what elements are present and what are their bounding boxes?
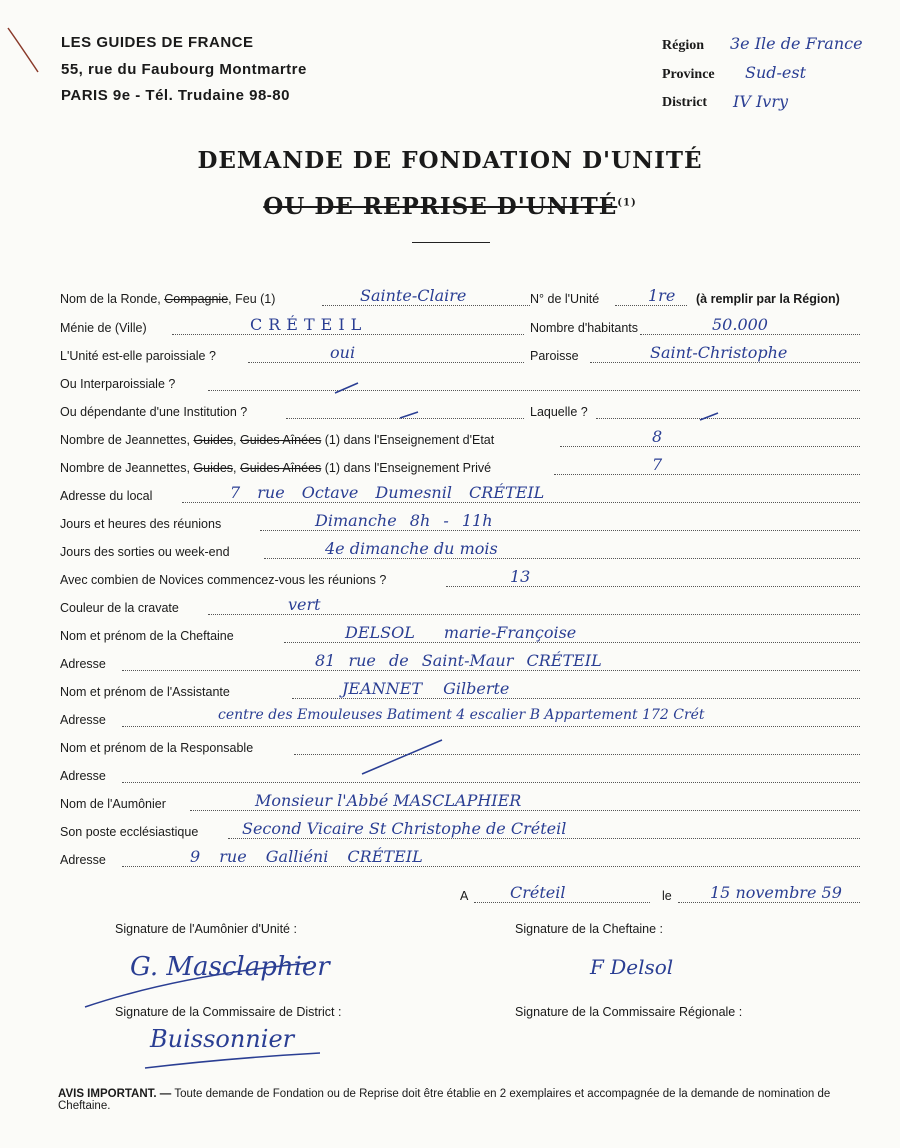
title-line1: DEMANDE DE FONDATION D'UNITÉ [197,147,703,174]
no-unite-note: (à remplir par la Région) [696,292,840,306]
district-label: District [662,95,708,110]
local-value: 7 rue Octave Dumesnil CRÉTEIL [230,483,545,502]
sorties-value: 4e dimanche du mois [325,539,498,558]
prive-value: 7 [652,455,663,474]
nom-ronde-value: Sainte-Claire [360,286,467,305]
responsable-label: Nom et prénom de la Responsable [60,741,254,755]
cheftaine-adr-label: Adresse [60,657,106,671]
a-value: Créteil [510,883,566,902]
province-label: Province [662,67,715,82]
sig-district: Buissonnier [150,1025,295,1053]
no-unite-label: N° de l'Unité [530,292,600,306]
novices-label: Avec combien de Novices commencez-vous les réunions ? [60,573,387,587]
institution-label: Ou dépendante d'une Institution ? [60,405,248,419]
org-name: LES GUIDES DE FRANCE [61,34,254,51]
aumonier-adr-value: 9 rue Galliéni CRÉTEIL [190,847,423,866]
no-unite-value: 1re [648,286,676,305]
assistante-adr-label: Adresse [60,713,106,727]
sig-cheftaine: F Delsol [590,955,674,979]
cravate-label: Couleur de la cravate [60,601,179,615]
title-line2: OU DE REPRISE D'UNITÉ [263,193,618,220]
etat-label: Nombre de Jeannettes, Guides, Guides Aînées (1) dans l'Enseignement d'Etat [60,433,495,447]
paroisse-value: Saint-Christophe [650,343,788,362]
cheftaine-adr-value: 81 rue de Saint-Maur CRÉTEIL [315,651,602,670]
sig-regionale-label: Signature de la Commissaire Régionale : [515,1005,743,1019]
sig-cheftaine-label: Signature de la Cheftaine : [515,922,664,936]
sorties-label: Jours des sorties ou week-end [60,545,230,559]
aumonier-value: Monsieur l'Abbé MASCLAPHIER [255,791,522,810]
assistante-adr-value: centre des Emouleuses Batiment 4 escalier B Appartement 172 Crét [218,707,705,723]
title-footnote: (1) [617,197,637,209]
habitants-value: 50.000 [712,315,768,334]
cravate-value: vert [288,595,321,614]
paroisse-label: Paroisse [530,349,579,363]
reunions-value: Dimanche 8h - 11h [315,511,493,530]
region-value: 3e Ile de France [730,34,863,53]
cheftaine-label: Nom et prénom de la Cheftaine [60,629,234,643]
paroissiale-label: L'Unité est-elle paroissiale ? [60,349,216,363]
cheftaine-value: DELSOL marie-Françoise [345,623,577,642]
reunions-label: Jours et heures des réunions [60,517,222,531]
note-lead: AVIS IMPORTANT. — [58,1088,172,1100]
org-city-phone: PARIS 9e - Tél. Trudaine 98-80 [61,87,290,104]
responsable-adr-label: Adresse [60,769,106,783]
le-label: le [662,889,672,903]
district-value: IV Ivry [733,92,789,111]
habitants-label: Nombre d'habitants [530,321,639,335]
aumonier-adr-label: Adresse [60,853,106,867]
nom-ronde-label: Nom de la Ronde, Compagnie, Feu (1) [60,292,276,306]
laquelle-label: Laquelle ? [530,405,588,419]
region-label: Région [662,38,704,53]
org-address: 55, rue du Faubourg Montmartre [61,61,307,78]
important-note [58,1088,863,1112]
sig-district-flourish [140,1048,340,1078]
menie-label: Ménie de (Ville) [60,321,147,335]
aumonier-label: Nom de l'Aumônier [60,797,166,811]
sig-aumonier: G. Masclaphier [130,952,330,982]
menie-value: CRÉTEIL [250,315,368,334]
poste-label: Son poste ecclésiastique [60,825,199,839]
sig-district-label: Signature de la Commissaire de District : [115,1005,342,1019]
assistante-label: Nom et prénom de l'Assistante [60,685,230,699]
province-value: Sud-est [745,63,807,82]
a-label: A [460,889,469,903]
prive-label: Nombre de Jeannettes, Guides, Guides Aînées (1) dans l'Enseignement Privé [60,461,492,475]
interparoissiale-label: Ou Interparoissiale ? [60,377,176,391]
local-label: Adresse du local [60,489,153,503]
le-value: 15 novembre 59 [710,883,842,902]
novices-value: 13 [510,567,531,586]
poste-value: Second Vicaire St Christophe de Créteil [242,819,567,838]
paroissiale-value: oui [330,343,356,362]
note-text: Toute demande de Fondation ou de Reprise doit être établie en 2 exemplaires et accompagnée de la demande de nomination de Cheftaine. [58,1088,831,1112]
etat-value: 8 [652,427,663,446]
sig-aumonier-label: Signature de l'Aumônier d'Unité : [115,922,297,936]
assistante-value: JEANNET Gilberte [342,679,510,698]
